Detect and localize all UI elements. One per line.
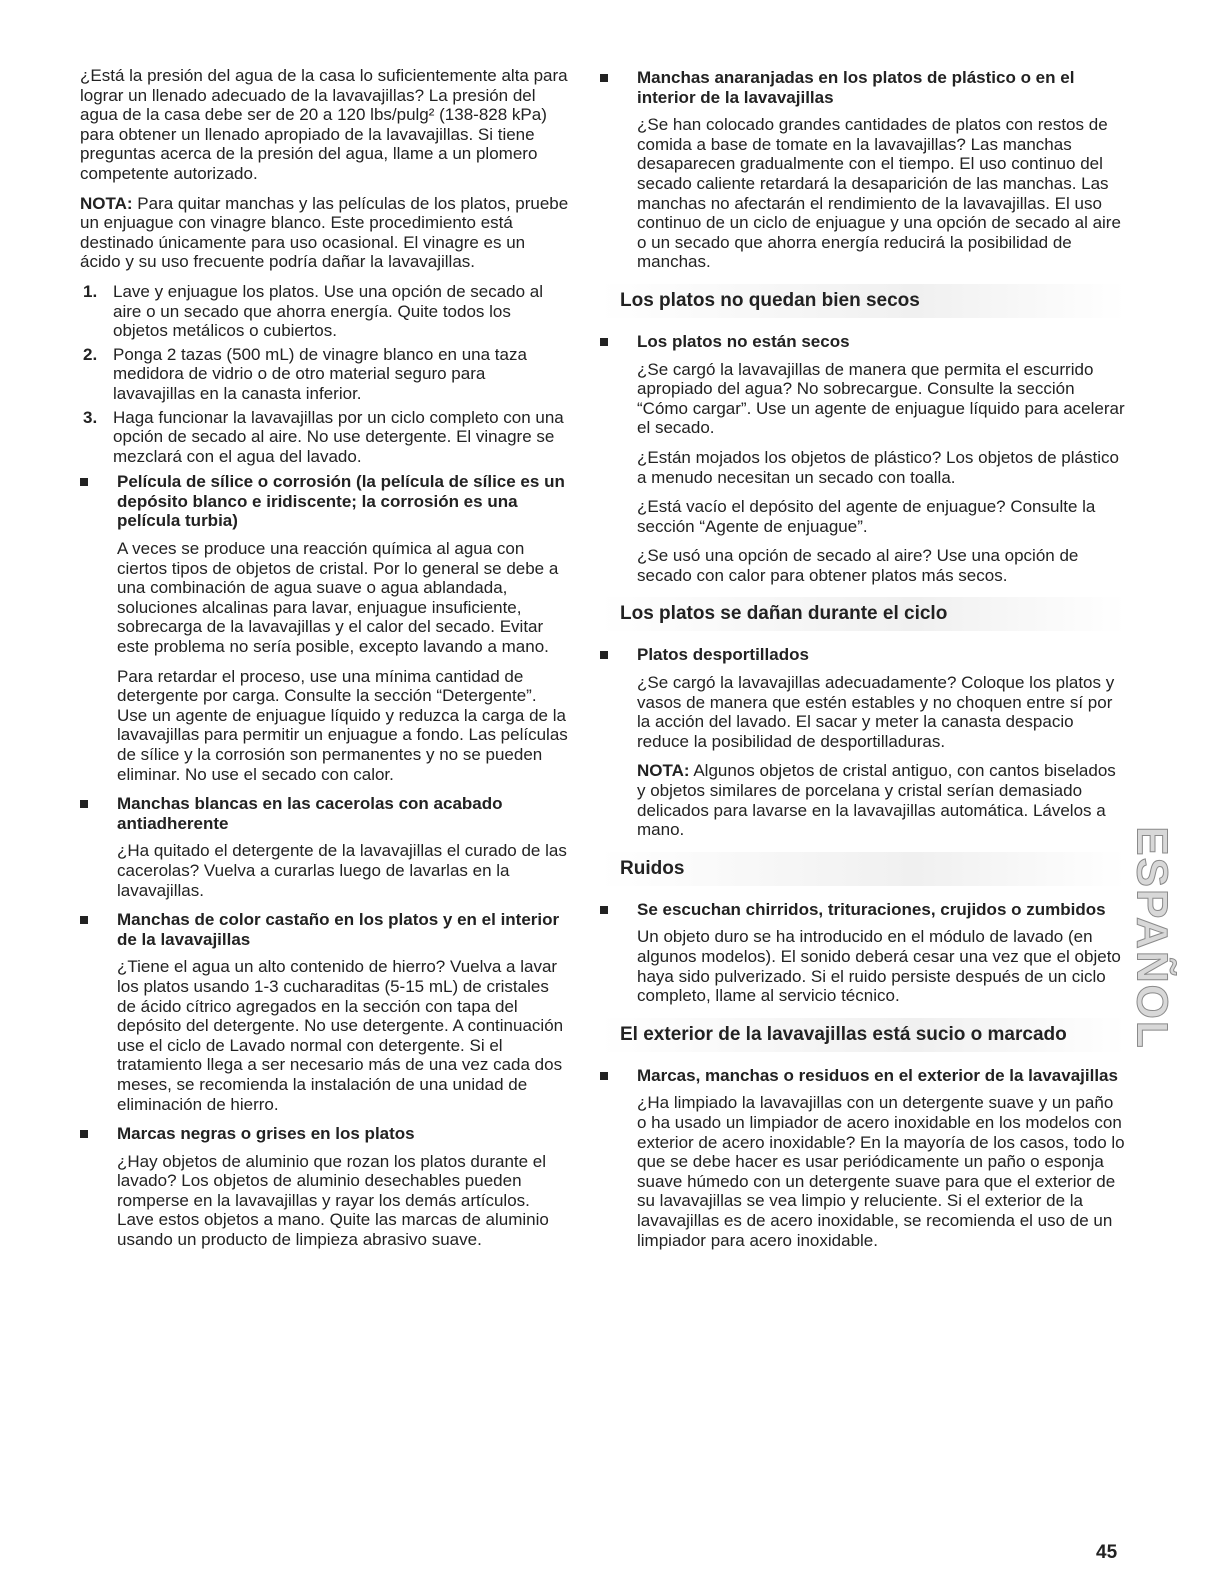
black-marks-paragraph: ¿Hay objetos de aluminio que rozan los platos durante el lavado? Los objetos de aluminio desechables pueden romperse en la lavavajillas y rayar los demás artículos. Lave estos objetos a mano. Quite las marcas de aluminio usando un producto de limpieza abrasivo suave. <box>117 1151 549 1250</box>
silica-paragraph-2: Para retardar el proceso, use una mínima cantidad de detergente por carga. Consulte la sección “Detergente”. Use un agente de enjuague líquido y reduzca la carga de la lavavajillas para permitir un enjuague a fondo. Las películas de sílice y la corrosión son permanentes y no se pueden eliminar. No use el secado con calor. <box>117 666 568 784</box>
bullet-square-icon <box>80 478 88 486</box>
step-item <box>80 408 570 467</box>
step-text: Lave y enjuague los platos. Use una opción de secado al aire o un secado que ahorra energía. Quite todos los objetos metálicos o cubiertos. <box>113 281 544 341</box>
not-dry-body <box>600 360 1125 586</box>
bullet-square-icon <box>600 1072 608 1080</box>
exterior-marks-paragraph: ¿Ha limpiado la lavavajillas con un detergente suave y un paño o ha usado un limpiador de acero inoxidable en los modelos con exterior de acero inoxidable? En la mayoría de los casos, todo lo que se debe hacer es usar periódicamente un paño o esponja suave húmedo con un detergente suave para que el exterior de su lavavajillas se vea limpio y reluciente. Si el exterior de la lavavajillas es de acero inoxidable, se recomienda el uso de un limpiador para acero inoxidable. <box>637 1093 1125 1250</box>
section-title-damage: Los platos se dañan durante el ciclo <box>600 597 1125 631</box>
not-dry-paragraph-2: ¿Están mojados los objetos de plástico? Los objetos de plástico a menudo necesitan un secado con toalla. <box>637 447 1119 487</box>
exterior-marks-body <box>600 1093 1125 1250</box>
section-title-dry: Los platos no quedan bien secos <box>600 284 1125 318</box>
not-dry-paragraph-4: ¿Se usó una opción de secado al aire? Use una opción de secado con calor para obtener platos más secos. <box>637 546 1079 585</box>
noise-paragraph: Un objeto duro se ha introducido en el módulo de lavado (en algunos modelos). El sonido deberá cesar una vez que el objeto haya sido pulverizado. Si el ruido persiste después de un ciclo completo, llame al servicio técnico. <box>637 927 1121 1006</box>
silica-film-heading: Película de sílice o corrosión (la película de sílice es un depósito blanco e iridiscente; la corrosión es una película turbia) <box>80 472 570 531</box>
note-text: Algunos objetos de cristal antiguo, con cantos biselados y objetos similares de porcelana y cristal serían demasiado delicados para lavarse en la lavavajillas automática. Lávelos a mano. <box>637 761 1116 840</box>
orange-stains-body <box>600 115 1125 272</box>
orange-stains-heading: Manchas anaranjadas en los platos de plástico o en el interior de la lavavajillas <box>600 68 1125 107</box>
vinegar-note <box>80 194 570 272</box>
bullet-square-icon <box>80 916 88 924</box>
note-label: NOTA: <box>637 761 690 781</box>
exterior-marks-heading: Marcas, manchas o residuos en el exterior de la lavavajillas <box>600 1066 1125 1086</box>
page-number: 45 <box>1096 1542 1118 1563</box>
not-dry-heading: Los platos no están secos <box>600 332 1125 352</box>
chipped-note <box>637 761 1125 839</box>
section-title-exterior: El exterior de la lavavajillas está sucio o marcado <box>600 1018 1125 1052</box>
brown-stains-heading: Manchas de color castaño en los platos y en el interior de la lavavajillas <box>80 910 570 949</box>
note-label: NOTA: <box>80 193 133 213</box>
section-title-noise: Ruidos <box>600 852 1125 886</box>
vinegar-steps <box>80 282 570 466</box>
brown-stains-body <box>80 957 570 1114</box>
silica-paragraph-1: A veces se produce una reacción química al agua con ciertos tipos de objetos de cristal. Por lo general se debe a una combinación de agua suave o agua ablandada, soluciones alcalinas para lavar, enjuague insuficiente, sobrecarga de la lavavajillas y el calor del secado. Evitar este problema no sería posible, excepto lavando a mano. <box>117 539 559 657</box>
bullet-square-icon <box>600 338 608 346</box>
not-dry-paragraph-1: ¿Se cargó la lavavajillas de manera que permita el escurrido apropiado del agua? No sobrecargue. Consulte la sección “Cómo cargar”. Use un agente de enjuague líquido para acelerar el secado. <box>637 359 1125 438</box>
right-column <box>600 66 1125 1260</box>
note-text: Para quitar manchas y las películas de los platos, pruebe un enjuague con vinagre blanco. Este procedimiento está destinado únicamente para uso ocasional. El vinagre es un ácido y su uso frecuente podría dañar la lavavajillas. <box>80 193 569 272</box>
step-text: Ponga 2 tazas (500 mL) de vinagre blanco en una taza medidora de vidrio o de otro material seguro para lavavajillas en la canasta inferior. <box>113 344 527 403</box>
orange-stains-paragraph: ¿Se han colocado grandes cantidades de platos con restos de comida a base de tomate en la lavavajillas? Las manchas desaparecen gradualmente con el tiempo. El uso continuo del secado caliente retardará la desaparición de las manchas. Las manchas no afectarán el rendimiento de la lavavajillas. El uso continuo de un ciclo de enjuague y una opción de secado al aire o un secado que ahorra energía reducirá la posibilidad de manchas. <box>637 115 1121 272</box>
left-column <box>80 66 570 1260</box>
white-spots-paragraph: ¿Ha quitado el detergente de la lavavajillas el curado de las cacerolas? Vuelva a curarlas luego de lavarlas en la lavavajillas. <box>117 841 567 900</box>
bullet-square-icon <box>600 906 608 914</box>
bullet-square-icon <box>600 651 608 659</box>
step-number: 3. <box>83 407 98 427</box>
step-text: Haga funcionar la lavavajillas por un ciclo completo con una opción de secado al aire. No use detergente. El vinagre se mezclará con el agua del lavado. <box>113 407 564 466</box>
language-label: ESPAÑOL <box>1128 826 1177 1050</box>
chipped-paragraph: ¿Se cargó la lavavajillas adecuadamente? Coloque los platos y vasos de manera que estén estables y no choquen entre sí por la acción del lavado. El sacar y meter la canasta despacio reduce la posibilidad de desportilladuras. <box>637 673 1115 751</box>
brown-stains-paragraph: ¿Tiene el agua un alto contenido de hierro? Vuelva a lavar los platos usando 1-3 cucharaditas (5-15 mL) de cristales de ácido cítrico agregados en la sección con tapa del depósito del detergente. No use detergente. A continuación use el ciclo de Lavado normal con detergente. Si el tratamiento llega a ser necesario más de una vez cada dos meses, se recomienda la instalación de una unidad de eliminación de hierro. <box>117 957 564 1114</box>
step-item <box>80 345 570 404</box>
bullet-square-icon <box>600 74 608 82</box>
not-dry-paragraph-3: ¿Está vacío el depósito del agente de enjuague? Consulte la sección “Agente de enjuague”. <box>637 497 1096 536</box>
step-item <box>80 282 570 341</box>
white-spots-body <box>80 841 570 900</box>
language-side-tab <box>1128 818 1176 1058</box>
chipped-heading: Platos desportillados <box>600 645 1125 665</box>
bullet-square-icon <box>80 1130 88 1138</box>
chipped-body <box>600 673 1125 840</box>
white-spots-heading: Manchas blancas en las cacerolas con acabado antiadherente <box>80 794 570 833</box>
black-marks-heading: Marcas negras o grises en los platos <box>80 1124 570 1144</box>
water-pressure-paragraph: ¿Está la presión del agua de la casa lo suficientemente alta para lograr un llenado adecuado de la lavavajillas? La presión del agua de la casa debe ser de 20 a 120 lbs/pulg² (138-828 kPa) para obtener un llenado apropiado de la lavavajillas. Si tiene preguntas acerca de la presión del agua, llame a un plomero competente autorizado. <box>80 66 568 183</box>
noise-heading: Se escuchan chirridos, trituraciones, crujidos o zumbidos <box>600 900 1125 920</box>
silica-film-body <box>80 539 570 784</box>
step-number: 2. <box>83 344 98 364</box>
black-marks-body <box>80 1152 570 1250</box>
bullet-square-icon <box>80 800 88 808</box>
step-number: 1. <box>83 281 98 301</box>
noise-body <box>600 927 1125 1005</box>
